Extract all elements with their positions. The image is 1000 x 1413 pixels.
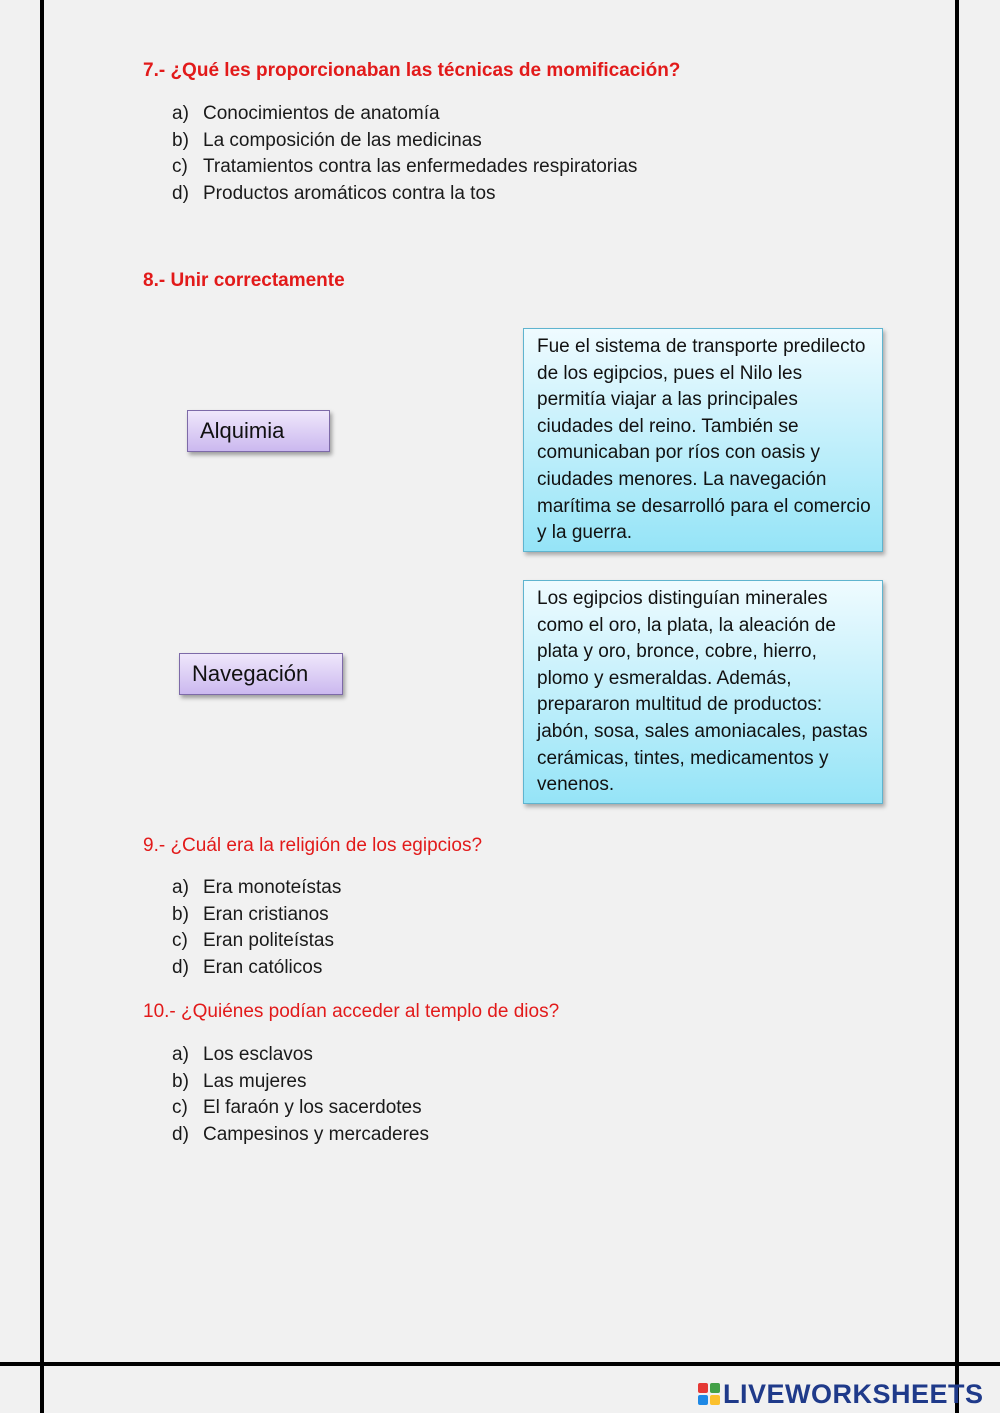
logo-square bbox=[698, 1395, 708, 1405]
match-term-alquimia[interactable]: Alquimia bbox=[187, 410, 330, 452]
logo-square bbox=[710, 1383, 720, 1393]
option-item[interactable] bbox=[172, 955, 341, 982]
option-item[interactable] bbox=[172, 1122, 429, 1149]
page-border-right bbox=[955, 0, 959, 1413]
option-letter: c) bbox=[172, 930, 188, 952]
logo-text: LIVEWORKSHEETS bbox=[723, 1378, 984, 1409]
option-text: Campesinos y mercaderes bbox=[203, 1124, 429, 1146]
option-text: Eran católicos bbox=[203, 957, 323, 979]
option-item[interactable] bbox=[172, 1069, 429, 1096]
match-definition-1[interactable]: Fue el sistema de transporte predilecto de los egipcios, pues el Nilo les permitía viajar a las principales ciudades del reino. También se comunicaban por ríos con oasis y ciudades menores. La navegación marítima se desarrolló para el comercio y la guerra. bbox=[523, 328, 883, 552]
option-text: Tratamientos contra las enfermedades respiratorias bbox=[203, 156, 638, 178]
option-item[interactable] bbox=[172, 928, 341, 955]
option-letter: a) bbox=[172, 1044, 189, 1065]
option-text: Era monoteístas bbox=[203, 877, 342, 898]
question-7-options bbox=[172, 101, 637, 208]
liveworksheets-logo-icon bbox=[698, 1383, 720, 1405]
question-7-title: 7.- ¿Qué les proporcionaban las técnicas de momificación? bbox=[143, 60, 681, 81]
option-letter: d) bbox=[172, 957, 189, 979]
option-letter: d) bbox=[172, 1124, 189, 1146]
option-letter: d) bbox=[172, 183, 189, 205]
page-border-left bbox=[40, 0, 44, 1413]
page-border-bottom bbox=[0, 1362, 1000, 1366]
question-10-title: 10.- ¿Quiénes podían acceder al templo de dios? bbox=[143, 1001, 560, 1022]
match-definition-2[interactable]: Los egipcios distinguían minerales como el oro, la plata, la aleación de plata y oro, bronce, cobre, hierro, plomo y esmeraldas. Además, prepararon multitud de productos: jabón, sosa, sales amoniacales, pastas cerámicas, tintes, medicamentos y venenos. bbox=[523, 580, 883, 804]
option-item[interactable] bbox=[172, 1042, 429, 1069]
option-letter: c) bbox=[172, 156, 188, 178]
logo-square bbox=[698, 1383, 708, 1393]
option-letter: a) bbox=[172, 103, 189, 124]
option-text: Conocimientos de anatomía bbox=[203, 103, 440, 124]
option-text: Productos aromáticos contra la tos bbox=[203, 183, 496, 205]
option-letter: b) bbox=[172, 903, 189, 925]
option-text: El faraón y los sacerdotes bbox=[203, 1097, 422, 1119]
option-item[interactable] bbox=[172, 1095, 429, 1122]
liveworksheets-logo[interactable] bbox=[698, 1379, 984, 1409]
option-item[interactable] bbox=[172, 875, 341, 902]
option-text: Los esclavos bbox=[203, 1044, 313, 1065]
question-9-title: 9.- ¿Cuál era la religión de los egipcios? bbox=[143, 835, 483, 856]
option-text: La composición de las medicinas bbox=[203, 129, 482, 151]
option-item[interactable] bbox=[172, 902, 341, 929]
option-letter: c) bbox=[172, 1097, 188, 1119]
option-item[interactable] bbox=[172, 181, 637, 208]
logo-square bbox=[710, 1395, 720, 1405]
option-text: Eran cristianos bbox=[203, 903, 329, 925]
question-10-options bbox=[172, 1042, 429, 1149]
option-letter: b) bbox=[172, 1070, 189, 1092]
option-item[interactable] bbox=[172, 101, 637, 128]
question-8-title: 8.- Unir correctamente bbox=[143, 270, 345, 291]
option-item[interactable] bbox=[172, 128, 637, 155]
option-text: Eran politeístas bbox=[203, 930, 334, 952]
match-term-navegacion[interactable]: Navegación bbox=[179, 653, 343, 695]
question-9-options bbox=[172, 875, 341, 982]
option-letter: a) bbox=[172, 877, 189, 898]
option-item[interactable] bbox=[172, 154, 637, 181]
option-letter: b) bbox=[172, 129, 189, 151]
option-text: Las mujeres bbox=[203, 1070, 307, 1092]
